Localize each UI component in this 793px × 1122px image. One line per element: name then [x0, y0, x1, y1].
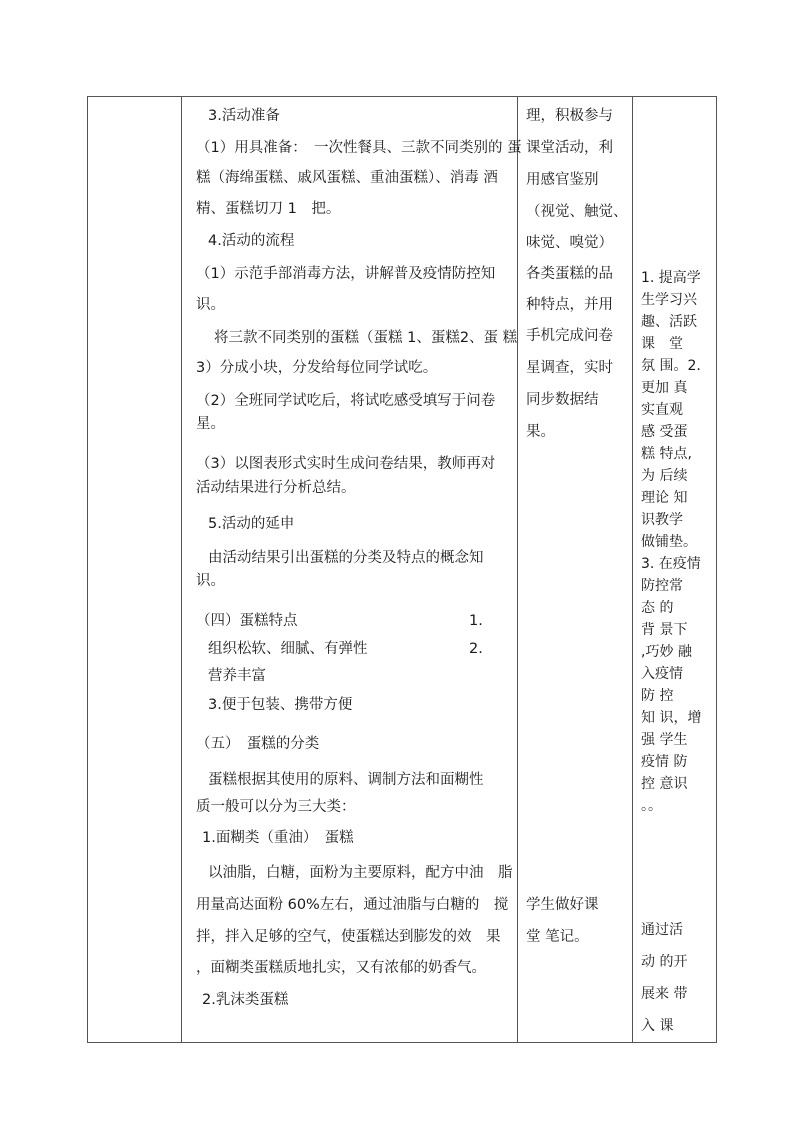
list-item: 组织松软、细腻、有弹性: [208, 641, 368, 657]
intent-line: 通过活: [641, 922, 683, 938]
paragraph-line: （2）全班同学试吃后，将试吃感受填写于问卷: [196, 393, 496, 409]
intent-line: 1. 提高学: [641, 270, 701, 286]
intent-line: 展来 带: [641, 986, 688, 1002]
paragraph-line: ，面糊类蛋糕质地扎实，又有浓郁的奶香气。: [196, 960, 486, 976]
list-item: 营养丰富: [208, 668, 266, 684]
activity-line: 堂 笔记。: [526, 929, 589, 945]
paragraph-line: 糕（海绵蛋糕、戚风蛋糕、重油蛋糕）、消毒 酒: [196, 170, 498, 186]
design-intent-column: [633, 97, 717, 1042]
intent-line: 实直观: [641, 402, 683, 418]
paragraph-line: 识。: [196, 297, 225, 313]
intent-line: 强 学生: [641, 732, 688, 748]
activity-line: 理，积极参与: [526, 108, 613, 124]
paragraph-line: （3）以图表形式实时生成问卷结果，教师再对: [196, 456, 496, 472]
intent-line: 3. 在疫情: [641, 556, 701, 572]
intent-line: 更加 真: [641, 380, 688, 396]
intent-line: 。。: [641, 798, 662, 814]
intent-line: 氛 围。2.: [641, 358, 701, 374]
intent-line: 做铺垫。: [641, 534, 697, 550]
list-item: 3.便于包装、携带方便: [208, 697, 353, 713]
paragraph-line: 蛋糕根据其使用的原料、调制方法和面糊性: [208, 772, 484, 788]
paragraph-line: 3）分成小块，分发给每位同学试吃。: [196, 360, 438, 376]
intent-line: 防控常: [641, 578, 683, 594]
activity-line: 各类蛋糕的品: [526, 266, 613, 282]
paragraph-line: 由活动结果引出蛋糕的分类及特点的概念知: [208, 550, 484, 566]
lesson-plan-table: [87, 96, 717, 1043]
section-heading: （四）蛋糕特点: [196, 613, 298, 629]
activity-line: 手机完成问卷: [526, 328, 613, 344]
activity-line: 用感官鉴别: [526, 172, 599, 188]
paragraph-line: 活动结果进行分析总结。: [196, 480, 356, 496]
section-heading: 2.乳沫类蛋糕: [202, 992, 289, 1008]
activity-line: 味觉、嗅觉）: [526, 235, 613, 251]
intent-line: 态 的: [641, 600, 674, 616]
activity-line: 课堂活动，利: [526, 140, 613, 156]
intent-line: 入 课: [641, 1018, 674, 1034]
paragraph-line: 用量高达面粉 60%左右，通过油脂与白糖的 搅: [196, 897, 509, 913]
activity-line: 种特点，并用: [526, 297, 613, 313]
paragraph-line: 精、蛋糕切刀 1 把。: [196, 201, 341, 217]
intent-line: 理论 知: [641, 490, 688, 506]
intent-line: 动 的开: [641, 954, 688, 970]
activity-line: （视觉、触觉、: [526, 204, 628, 220]
section-heading: 4.活动的流程: [208, 233, 295, 249]
activity-line: 星调查，实时: [526, 360, 613, 376]
intent-line: ,巧妙 融: [641, 644, 692, 660]
activity-line: 同步数据结: [526, 392, 599, 408]
paragraph-line: 以油脂，白糖，面粉为主要原料，配方中油 脂: [208, 865, 513, 881]
stage-column: [88, 97, 181, 1042]
paragraph-line: 质一般可以分为三大类：: [196, 799, 356, 815]
intent-line: 防 控: [641, 688, 674, 704]
intent-line: 为 后续: [641, 468, 688, 484]
student-activity-column: [518, 97, 632, 1042]
paragraph-line: 识。: [196, 573, 225, 589]
intent-line: 控 意识: [641, 776, 688, 792]
section-heading: 1.面糊类（重油） 蛋糕: [202, 830, 354, 846]
paragraph-line: 拌，拌入足够的空气，使蛋糕达到膨发的效 果: [196, 929, 501, 945]
activity-line: 学生做好课: [526, 897, 599, 913]
intent-line: 背 景下: [641, 622, 688, 638]
intent-line: 生学习兴: [641, 292, 697, 308]
intent-line: 疫情 防: [641, 754, 688, 770]
paragraph-line: （1）示范手部消毒方法，讲解普及疫情防控知: [196, 266, 496, 282]
intent-line: 感 受蛋: [641, 424, 688, 440]
activity-line: 果。: [526, 424, 555, 440]
paragraph-line: 星。: [196, 416, 225, 432]
list-number: 1.: [469, 613, 483, 629]
section-heading: 5.活动的延申: [208, 516, 295, 532]
intent-line: 糕 特点,: [641, 446, 692, 462]
intent-line: 识教学: [641, 512, 683, 528]
list-number: 2.: [469, 641, 483, 657]
section-heading: （五） 蛋糕的分类: [196, 736, 320, 752]
paragraph-line: （1）用具准备： 一次性餐具、三款不同类别的 蛋: [196, 140, 522, 156]
section-heading: 3.活动准备: [208, 108, 280, 124]
paragraph-line: 将三款不同类别的蛋糕（蛋糕 1、蛋糕2、蛋 糕: [214, 330, 518, 346]
intent-line: 趣、活跃: [641, 314, 697, 330]
intent-line: 知 识，增: [641, 710, 702, 726]
intent-line: 课 堂: [641, 336, 683, 352]
intent-line: 入疫情: [641, 666, 683, 682]
teaching-content-column: [182, 97, 522, 1042]
